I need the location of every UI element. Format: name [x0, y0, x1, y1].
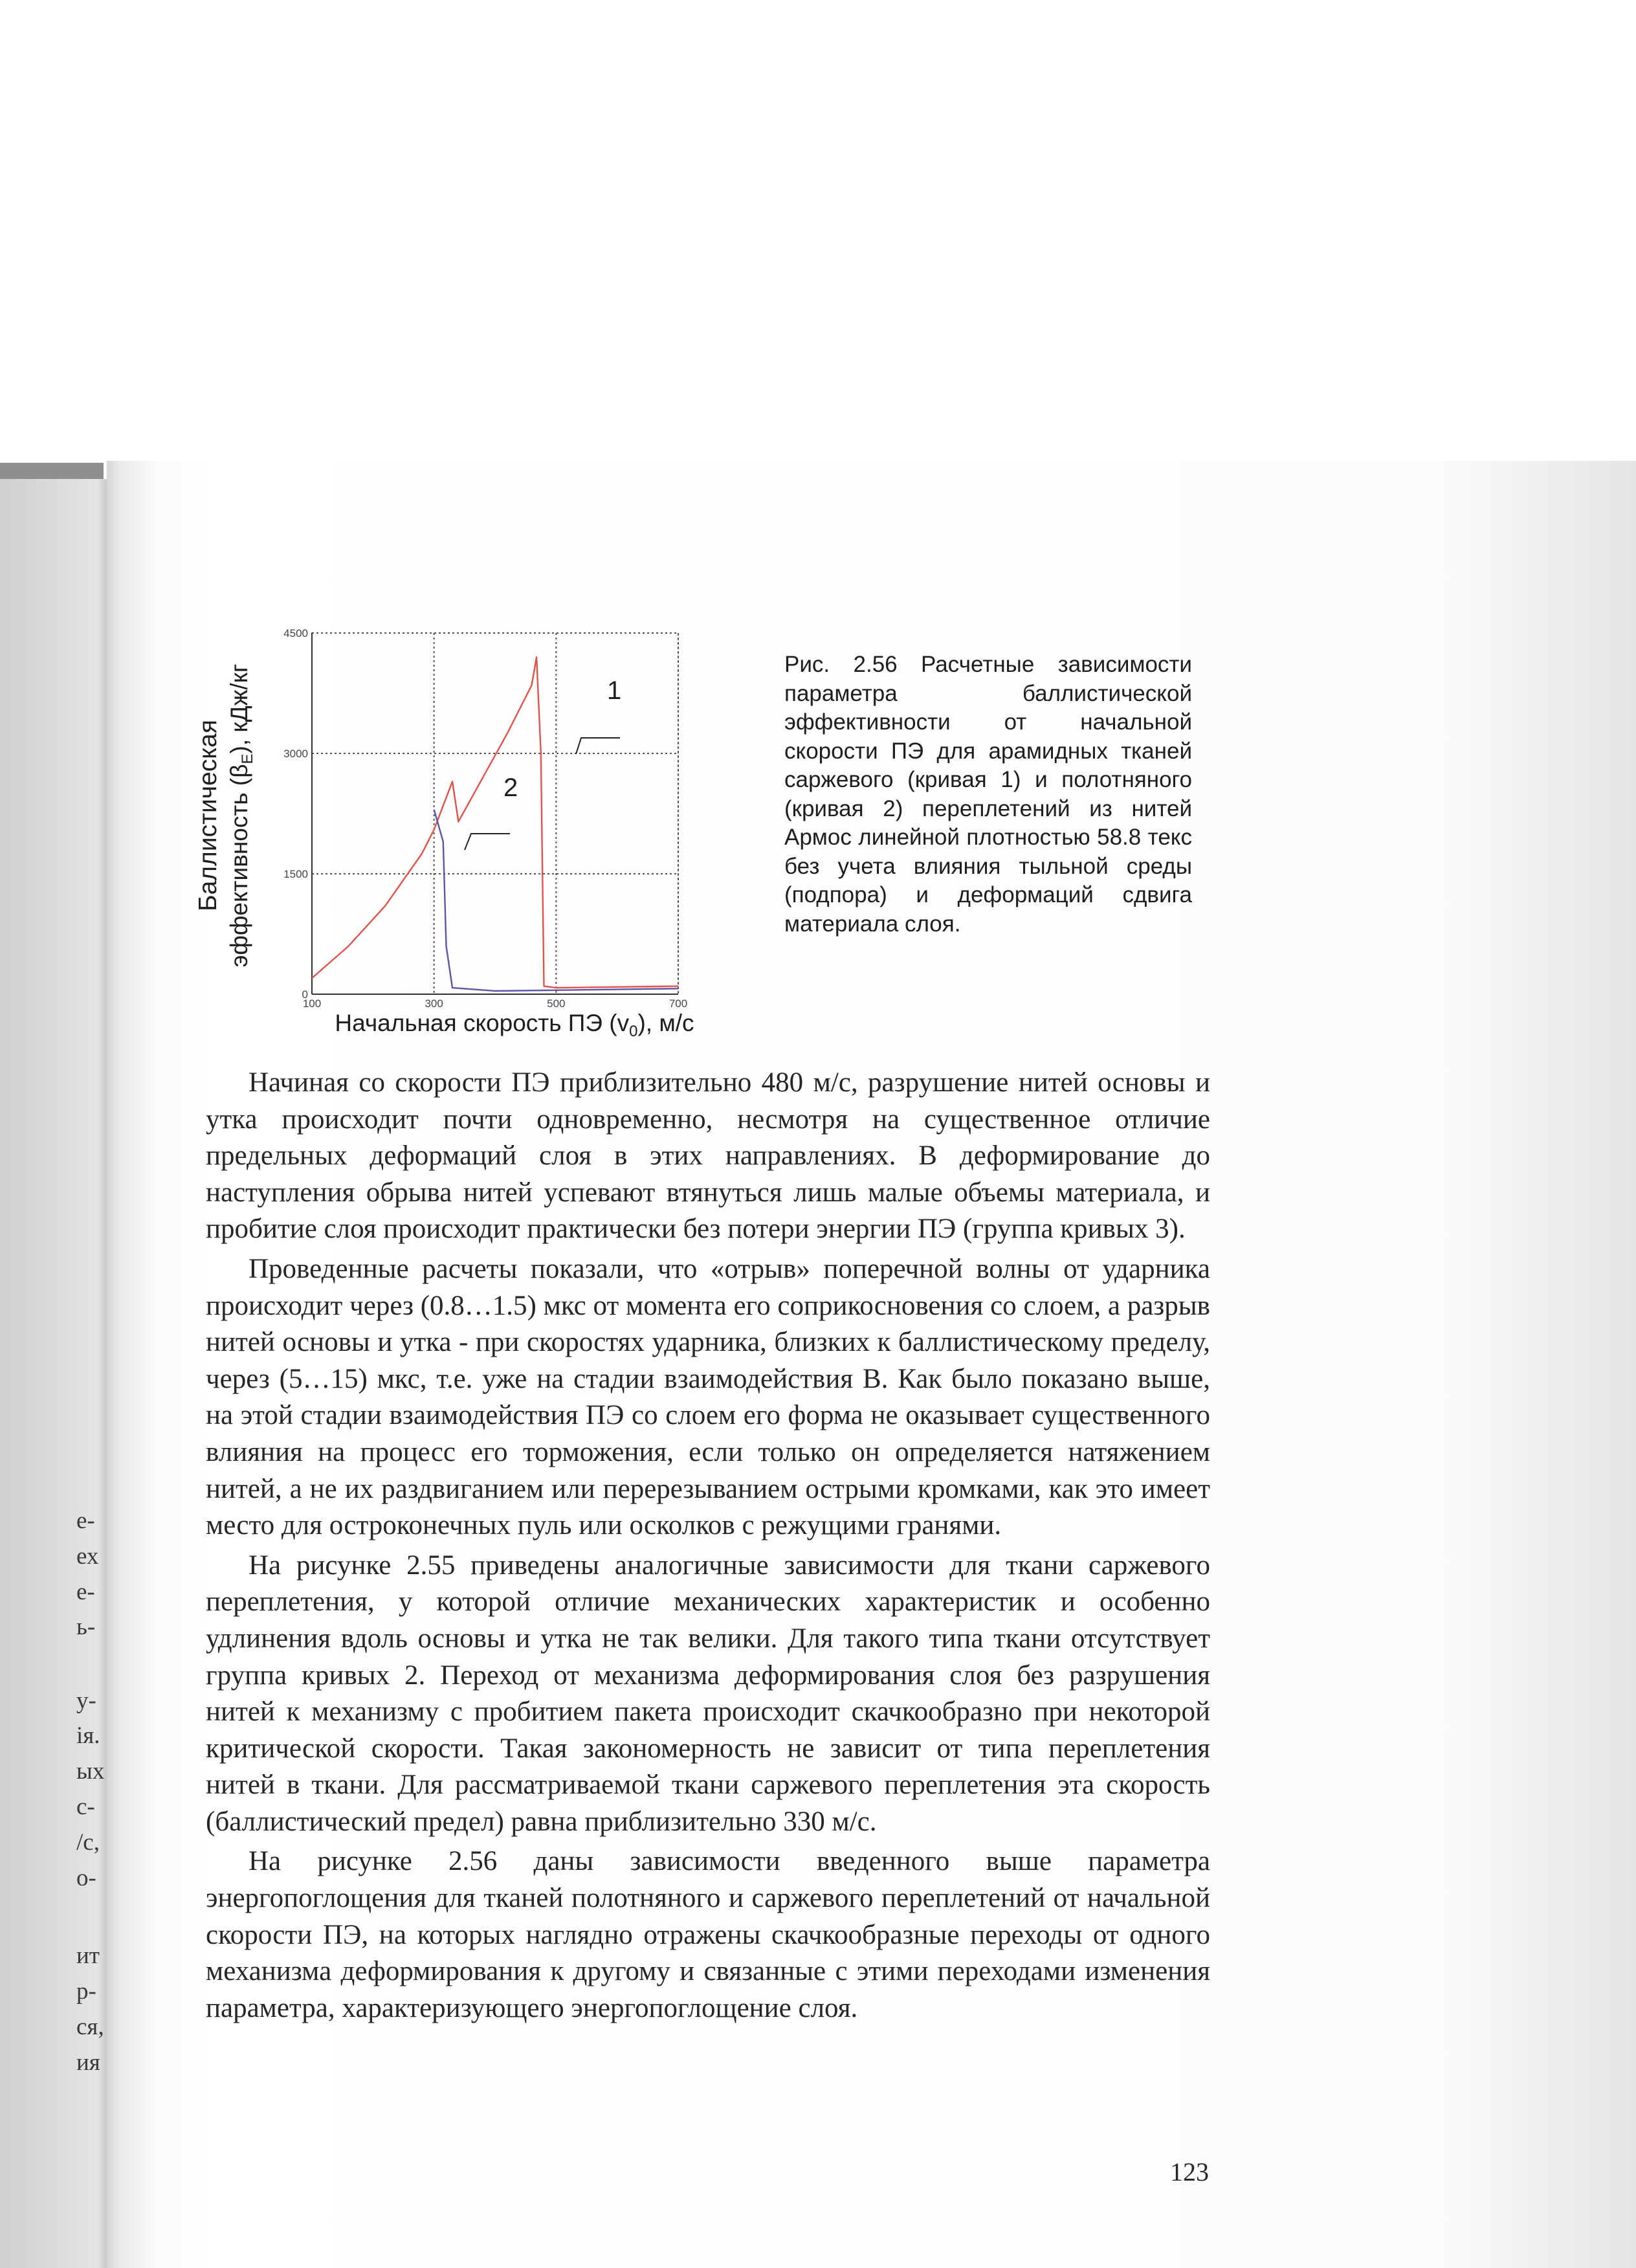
y-tick-label: 4500: [283, 627, 308, 639]
x-tick-label: 300: [425, 997, 443, 1010]
left-fragment: ия: [76, 2049, 100, 2076]
y-tick-label: 1500: [283, 868, 308, 880]
curve-1-label: 1: [607, 676, 622, 705]
paragraph: Начиная со скорости ПЭ приблизительно 480 м/с, разрушение нитей основы и утка происходит почти одновременно, несмотря на существенное отличие предельных деформаций слоя в этих направлениях. В деформирование до наступления обрыва нитей успевают втянуться лишь малые объемы материала, и пробитие слоя происходит практически без потери энергии ПЭ (группа кривых 3).: [206, 1067, 1210, 1245]
chart-tick-labels: [283, 627, 687, 1010]
left-fragment: ых: [76, 1758, 105, 1784]
curve-2-label: 2: [503, 773, 518, 802]
left-fragment: е-: [76, 1507, 95, 1534]
left-fragment: ся,: [76, 2014, 104, 2040]
x-tick-label: 100: [302, 997, 322, 1010]
left-fragment: е-: [76, 1579, 95, 1605]
chart-series: [312, 657, 678, 991]
curve-2-leader-line: [465, 834, 510, 850]
x-axis-label-unit: ), м/с: [637, 1010, 694, 1036]
y-axis-label-main: эффективность (β: [226, 764, 252, 968]
plot-frame: [312, 633, 678, 994]
paragraph: На рисунке 2.55 приведены аналогичные зависимости для ткани саржевого переплетения, у которой отличие механических характеристик и особенно удлинения вдоль основы и утка не так велики. Для такого типа ткани отсутствует группа кривых 2. Переход от механизма деформирования слоя без разрушения нитей к механизму с пробитием пакета происходит скачкообразно при некоторой критической скорости. Такая закономерность не зависит от типа переплетения нитей в ткани. Для рассматриваемой ткани саржевого переплетения эта скорость (баллистический предел) равна приблизительно 330 м/с.: [206, 1550, 1210, 1837]
body-text: [206, 1065, 1210, 2027]
x-axis-label-main: Начальная скорость ПЭ (v: [335, 1010, 630, 1036]
x-axis-label: [335, 1010, 694, 1040]
curve-1-leader-line: [576, 738, 620, 754]
ballistic-efficiency-chart: [175, 615, 777, 1055]
left-fragment: /с,: [76, 1829, 100, 1856]
x-axis-label-subscript: 0: [629, 1023, 638, 1040]
x-tick-label: 500: [547, 997, 566, 1010]
series-line-1: [312, 657, 678, 988]
left-fragment: ит: [76, 1942, 100, 1969]
x-tick-label: 700: [669, 997, 688, 1010]
left-fragment: ь-: [76, 1614, 96, 1640]
y-tick-label: 0: [302, 988, 308, 1001]
y-axis-label-line2: [226, 664, 256, 968]
left-fragment: ія.: [76, 1722, 100, 1749]
series-line-2: [434, 810, 678, 991]
left-fragment: ех: [76, 1543, 99, 1570]
paragraph: Проведенные расчеты показали, что «отрыв» поперечной волны от ударника происходит через (0.8…1.5) мкс от момента его соприкосновения со слоем, а разрыв нитей основы и утка - при скоростях ударника, близких к баллистическому пределу, через (5…15) мкс, т.е. уже на стадии взаимодействия B. Как было показано выше, на этой стадии взаимодействия ПЭ со слоем его форма не оказывает существенного влияния на процесс его торможения, если только он определяется натяжением нитей, а не их раздвиганием или перерезыванием острыми кромками, как это имеет место для остроконечных пуль или осколков с режущими гранями.: [206, 1253, 1210, 1541]
left-fragment: с-: [76, 1794, 95, 1820]
figure-caption: Рис. 2.56 Расчетные зависимости параметра баллистической эффективности от начальной скорости ПЭ для арамидных тканей саржевого (кривая 1) и полотняного (кривая 2) переплетений из нитей Армос линейной плотностью 58.8 текс без учета влияния тыльной среды (подпора) и деформаций сдвига материала слоя.: [784, 652, 1192, 937]
y-axis-label-line1: Баллистическая: [194, 720, 222, 911]
y-axis-label-unit: ), кДж/кг: [226, 663, 252, 754]
left-fragment: о-: [76, 1865, 96, 1891]
left-fragment: р-: [76, 1978, 96, 2005]
page-number: 123: [1170, 2157, 1209, 2186]
left-fragment: у-: [76, 1687, 96, 1714]
paragraph: На рисунке 2.56 даны зависимости введенного выше параметра энергопоглощения для тканей полотняного и саржевого переплетений от начальной скорости ПЭ, на которых наглядно отражены скачкообразные переходы от одного механизма деформирования к другому и связанные с этими переходами изменения параметра, характеризующего энергопоглощение слоя.: [206, 1846, 1210, 2023]
chart-grid: [312, 633, 678, 994]
y-axis-label-subscript: E: [239, 753, 256, 764]
y-tick-label: 3000: [283, 748, 308, 760]
